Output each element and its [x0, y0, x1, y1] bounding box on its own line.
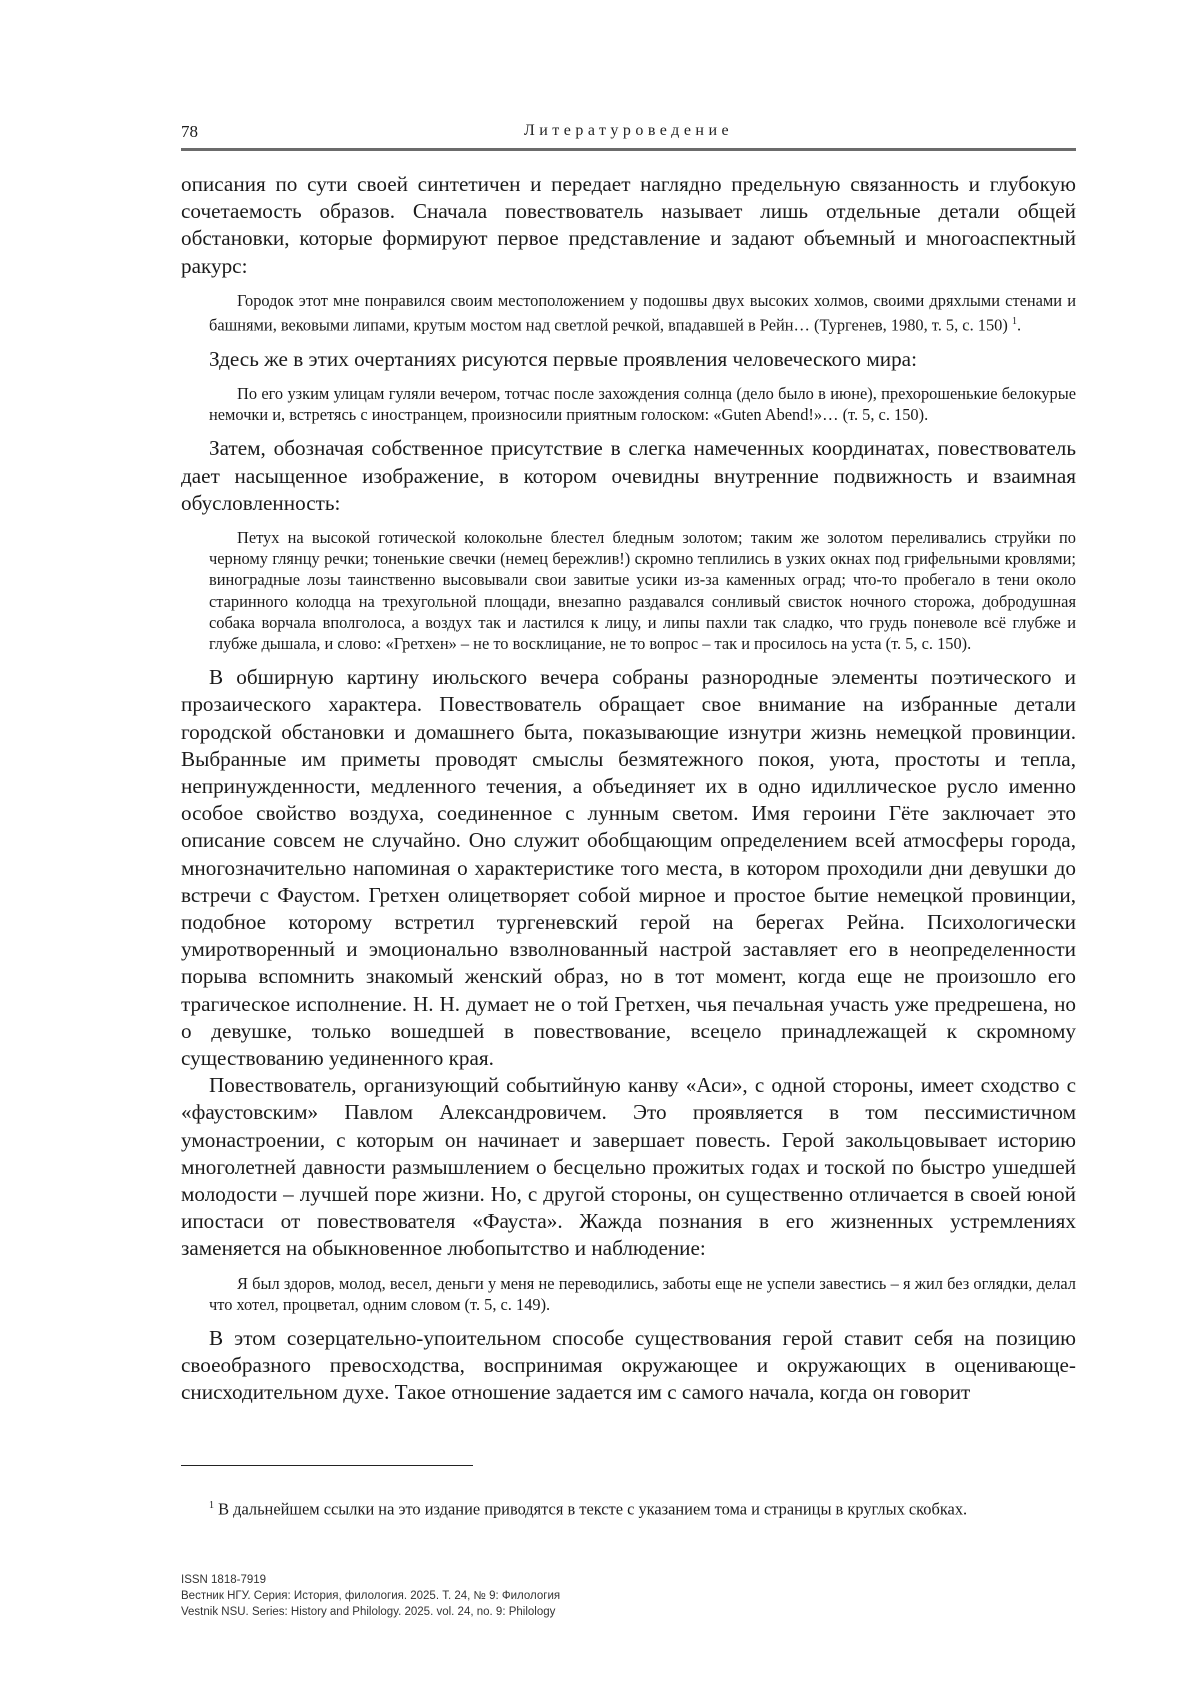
page-number: 78: [181, 122, 198, 141]
paragraph-1: описания по сути своей синтетичен и передает наглядно предельную связанность и глубокую сочетаемость образов. Сначала повествователь называет лишь отдельные детали общей обстановки, которые формируют первое представление и задают объемный и многоаспектный ракурс:: [181, 172, 1076, 278]
page-footer: [181, 1572, 781, 1620]
paragraph-5: Повествователь, организующий событийную канву «Аси», с одной стороны, имеет сходство с «фаустовским» Павлом Александровичем. Это проявляется в том пессимистичном умонастроении, с которым он начинает и завершает повесть. Герой закольцовывает историю многолетней давности размышлением о бесцельно прожитых годах и тоской по быстро ушедшей молодости – лучшей поре жизни. Но, с другой стороны, он существенно отличается в своей юной ипостаси от повествователя «Фауста». Жажда познания в его жизненных устремлениях заменяется на обыкновенное любопытство и наблюдение:: [181, 1073, 1076, 1261]
issn: ISSN 1818-7919: [181, 1574, 267, 1586]
block-quote-2: По его узким улицам гуляли вечером, тотчас после захождения солнца (дело было в июне), прехорошенькие белокурые немочки и, встретясь с иностранцем, произносили приятным голоском: «Guten Abend!»… (т. 5, с. 150).: [209, 383, 1076, 425]
block-quote-4: Я был здоров, молод, весел, деньги у меня не переводились, заботы еще не успели завестись – я жил без оглядки, делал что хотел, процветал, одним словом (т. 5, с. 149).: [209, 1273, 1076, 1314]
block-quote-3: Петух на высокой готической колокольне блестел бледным золотом; таким же золотом переливались струйки по черному глянцу речки; тоненькие свечки (немец бережлив!) скромно теплились в узких окнах под грифельными кровлями; виноградные лозы таинственно высовывали свои завитые усики из-за каменных оград; что-то пробегало в тени около старинного колодца на трехугольной площади, внезапно раздавался сонливый свисток ночного сторожа, добродушная собака ворчала вполголоса, а воздух так и ластился к лицу, и липы пахли так сладко, что грудь поневоле всё глубже и глубже дышала, и слово: «Гретхен» – не то восклицание, не то вопрос – так и просилось на уста (т. 5, с. 150).: [209, 527, 1076, 653]
paragraph-2: Здесь же в этих очертаниях рисуются первые проявления человеческого мира:: [209, 346, 917, 371]
block-quote-1: Городок этот мне понравился своим местоположением у подошвы двух высоких холмов, своими дряхлыми стенами и башнями, вековыми липами, крутым мостом над светлой речкой, впадавшей в Рейн… (Тургенев, 1980, т. 5, с. 150) $^1$.: [209, 290, 1076, 335]
footnote-rule: [181, 1465, 473, 1466]
block-quote-1-text: Городок этот мне понравился своим местоположением у подошвы двух высоких холмов, своими дряхлыми стенами и башнями, вековыми липами, крутым мостом над светлой речкой, впадавшей в Рейн… (Тургенев, 1980, т. 5, с. 150): [209, 290, 1076, 335]
footnote: [209, 1496, 1076, 1519]
journal-citation-ru: Вестник НГУ. Серия: История, филология. 2025. Т. 24, № 9: Филология: [181, 1590, 561, 1602]
journal-citation-en: Vestnik NSU. Series: History and Philology. 2025. vol. 24, no. 9: Philology: [181, 1606, 556, 1618]
journal-page: [181, 0, 1076, 1697]
footnote-mark: 1: [209, 1500, 214, 1512]
section-title: Литературоведение: [523, 122, 734, 139]
footnote-text: В дальнейшем ссылки на это издание приводятся в тексте с указанием тома и страницы в круглых скобках.: [218, 1499, 968, 1519]
paragraph-6: В этом созерцательно-упоительном способе существования герой ставит себя на позицию своеобразного превосходства, воспринимая окружающее и окружающих в оценивающе-снисходительном духе. Такое отношение задается им с самого начала, когда он говорит: [181, 1326, 1076, 1405]
paragraph-4: В обширную картину июльского вечера собраны разнородные элементы поэтического и прозаического характера. Повествователь обращает свое внимание на избранные детали городской обстановки и домашнего быта, показывающие изнутри жизнь немецкой провинции. Выбранные им приметы проводят смыслы безмятежного покоя, уюта, простоты и тепла, непринужденности, медленного течения, а объединяет их в одно идиллическое русло именно особое свойство воздуха, соединенное с лунным светом. Имя героини Гёте заключает это описание совсем не случайно. Оно служит обобщающим определением всей атмосферы города, многозначительно напоминая о характеристике того места, в котором проходили дни девушки до встречи с Фаустом. Гретхен олицетворяет собой мирное и простое бытие немецкой провинции, подобное которому встретил тургеневский герой на берегах Рейна. Психологически умиротворенный и эмоционально взволнованный настрой заставляет его в неопределенности порыва вспомнить знакомый женский образ, но в тот момент, когда еще не произошло его трагическое исполнение. Н. Н. думает не о той Гретхен, чья печальная участь уже предрешена, но о девушке, только вошедшей в повествование, всецело принадлежащей к скромному существованию уединенного края.: [181, 665, 1076, 1070]
footnote-reference: 1: [1011, 316, 1017, 328]
paragraph-3: Затем, обозначая собственное присутствие в слегка намеченных координатах, повествователь дает насыщенное изображение, в котором очевидны внутренние подвижность и взаимная обусловленность:: [181, 436, 1076, 515]
article-body: [181, 171, 1076, 1407]
running-head: [181, 118, 1076, 151]
